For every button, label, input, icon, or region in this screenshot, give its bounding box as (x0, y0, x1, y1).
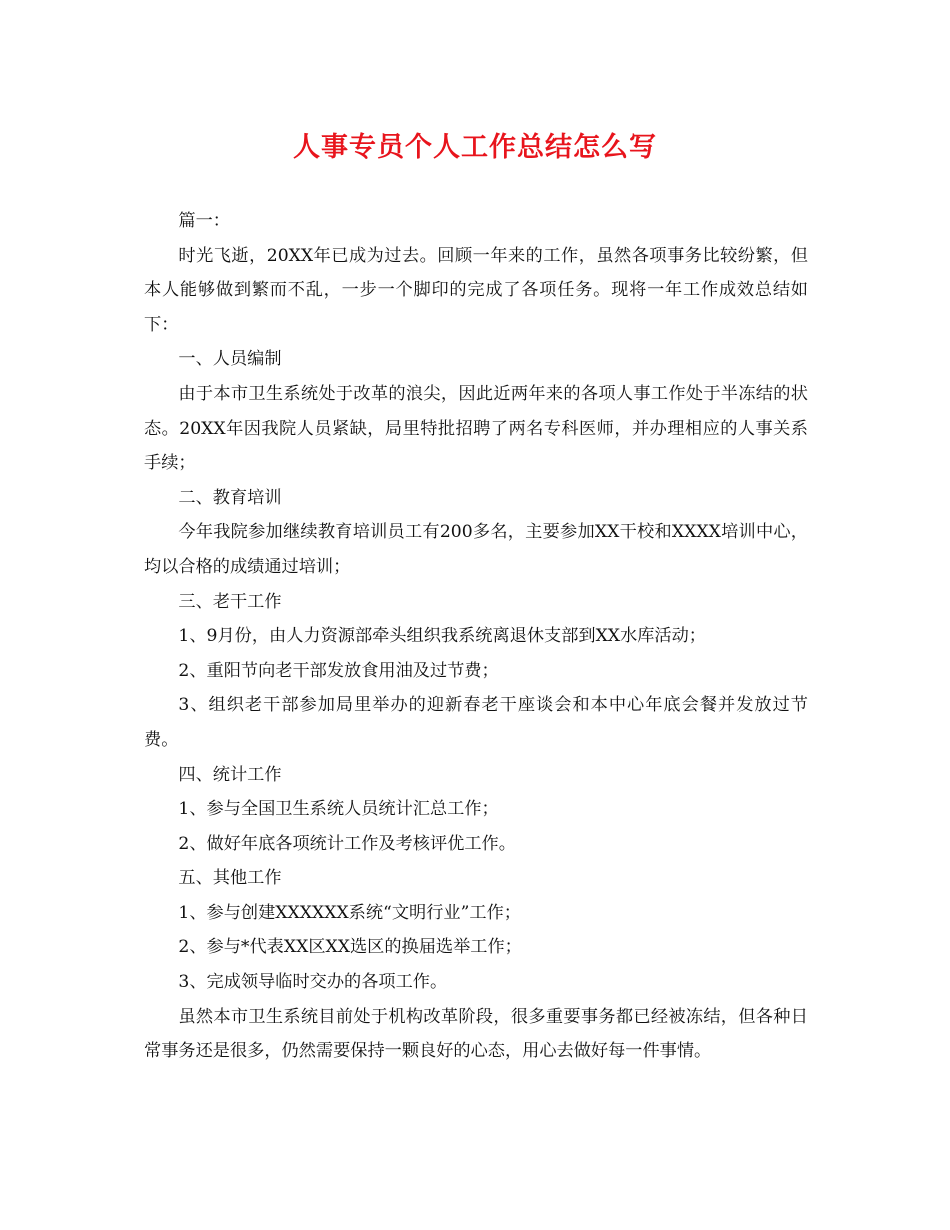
paragraph: 篇一： (178, 211, 230, 231)
document-body (144, 204, 808, 1069)
section-heading: 一、人员编制 (178, 349, 282, 370)
list-item: 1、9月份，由人力资源部牵头组织我系统离退休支部到XX水库活动； (178, 626, 706, 647)
paragraph: 时光飞逝，20XX年已成为过去。回顾一年来的工作，虽然各项事务比较纷繁，但本人能够做到繁而不乱，一步一个脚印的完成了各项任务。现将一年工作成效总结如下： (144, 245, 808, 335)
paragraph: 虽然本市卫生系统目前处于机构改革阶段，很多重要事务都已经被冻结，但各种日常事务还是很多，仍然需要保持一颗良好的心态，用心去做好每一件事情。 (144, 1006, 808, 1062)
section-heading: 四、统计工作 (178, 764, 282, 785)
section-heading: 五、其他工作 (178, 868, 282, 889)
section-heading: 三、老干工作 (178, 591, 282, 612)
section-heading: 二、教育培训 (178, 487, 282, 508)
list-item: 1、参与全国卫生系统人员统计汇总工作； (178, 799, 499, 820)
list-item: 3、完成领导临时交办的各项工作。 (178, 972, 448, 993)
list-item: 2、做好年底各项统计工作及考核评优工作。 (178, 833, 516, 854)
list-item: 3、组织老干部参加局里举办的迎新春老干座谈会和本中心年底会餐并发放过节费。 (144, 695, 808, 750)
paragraph: 今年我院参加继续教育培训员工有200多名，主要参加XX干校和XXXX培训中心，均以合格的成绩通过培训； (144, 522, 808, 577)
list-item: 2、参与*代表XX区XX选区的换届选举工作； (178, 937, 522, 958)
document-title: 人事专员个人工作总结怎么写 (293, 132, 657, 163)
list-item: 2、重阳节向老干部发放食用油及过节费； (178, 660, 499, 681)
paragraph: 由于本市卫生系统处于改革的浪尖，因此近两年来的各项人事工作处于半冻结的状态。20XX年因我院人员紧缺，局里特批招聘了两名专科医师，并办理相应的人事关系手续； (144, 383, 808, 474)
list-item: 1、参与创建XXXXXX系统“文明行业”工作； (178, 902, 521, 923)
